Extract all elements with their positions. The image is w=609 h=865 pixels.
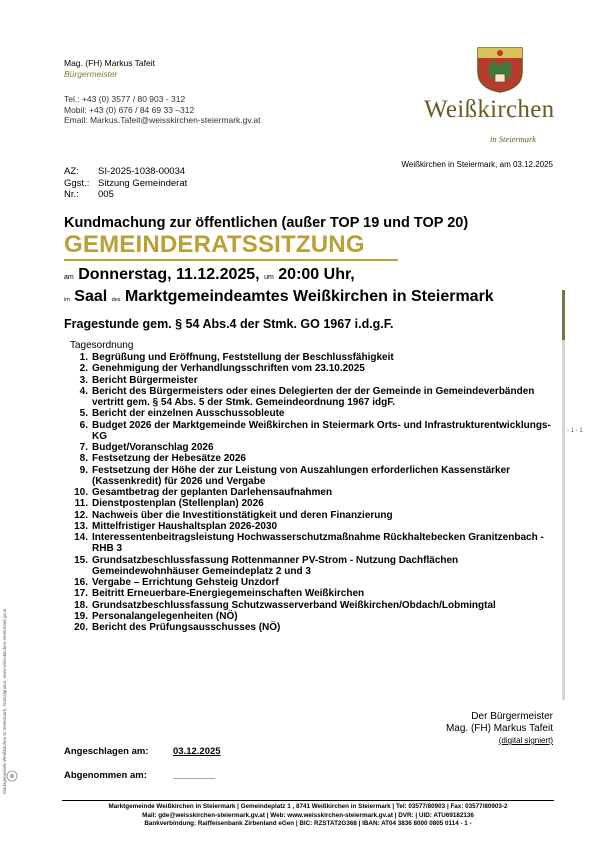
agenda-item [70, 600, 560, 611]
agenda-item-text: Mittelfristiger Haushaltsplan 2026-2030 [92, 520, 278, 532]
meeting-location-row [64, 288, 494, 306]
agenda-item-text: Dienstpostenplan (Stellenplan) 2026 [92, 498, 264, 510]
posted-label: Angeschlagen am: [64, 746, 149, 757]
agenda-item [70, 588, 560, 599]
agenda-item-number: 20. [74, 622, 88, 633]
agenda-item [70, 532, 560, 555]
agenda-item [70, 487, 560, 498]
reference-row-nr [64, 189, 187, 201]
reference-table [64, 166, 187, 201]
agenda-item-number: 11. [74, 498, 88, 510]
agenda-item-text: Festsetzung der Höhe der zur Leistung von Auszahlungen erforderlichen Kassenstärker (Kassenkredit) für 2026 und Vergabe [92, 464, 511, 487]
removed-label: Abgenommen am: [64, 770, 147, 781]
um-label: um [264, 274, 274, 281]
footer-address: Marktgemeinde Weißkirchen in Steiermark | Gemeindeplatz 1 , 8741 Weißkirchen in Steiermark | Tel: 03577/80903 | Fax: 03577/80903-2 [108, 803, 508, 810]
agenda-item-number: 19. [74, 610, 88, 622]
margin-scroll-bar [562, 340, 565, 700]
page-marker: - 1 - 1 [567, 428, 583, 434]
agenda-item-number: 3. [79, 374, 88, 386]
margin-accent-bar [562, 290, 565, 340]
agenda-item-text: Begrüßung und Eröffnung, Feststellung der Beschlussfähigkeit [92, 352, 394, 363]
contact-tel: Tel.: +43 (0) 3577 / 80 903 - 312 [64, 94, 186, 104]
side-note-text: Marktgemeinde Weißkirchen in Steiermark, Amtssignatur, www.weisskirchen-steiermark.gv.at [2, 608, 7, 794]
reference-row-ggst [64, 178, 187, 190]
town-wordmark: Weißkirchen [424, 96, 555, 123]
reference-value: Sitzung Gemeinderat [98, 177, 188, 189]
agenda-item [70, 386, 560, 409]
agenda-title: Tagesordnung [70, 340, 134, 351]
reference-key: Ggst.: [64, 177, 90, 189]
agenda-item-text: Grundsatzbeschlussfassung Schutzwasserverband Weißkirchen/Obdach/Lobmingtal [92, 599, 496, 611]
reference-row-az [64, 166, 187, 178]
agenda-item [70, 555, 560, 578]
footer-divider [62, 800, 554, 801]
contact-email[interactable]: Email: Markus.Tafeit@weisskirchen-steiermark.gv.at [64, 115, 261, 125]
posted-date: 03.12.2025 [173, 746, 221, 757]
agenda-item-number: 14. [74, 532, 88, 543]
agenda-item-number: 7. [79, 442, 88, 453]
agenda-item-number: 12. [74, 509, 88, 521]
announcement-intro: Kundmachung zur öffentlichen (außer TOP 19 und TOP 20) [64, 215, 469, 231]
agenda-item [70, 498, 560, 509]
sender-name: Mag. (FH) Markus Tafeit [64, 58, 156, 68]
agenda-item-number: 10. [74, 487, 88, 498]
footer-web: Mail: gde@weisskirchen-steiermark.gv.at | Web: www.weisskirchen-steiermark.gv.at | DVR: | UID: ATU69182136 [142, 811, 474, 819]
agenda-item-number: 2. [79, 363, 88, 375]
coat-of-arms-logo [470, 44, 530, 94]
footer-bank: Bankverbindung: Raiffeisenbank Zirbenland eGen | BIC: RZSTAT2G368 | IBAN: AT04 3836 8000 0805 0114 - 1 - [144, 820, 472, 827]
meeting-time: 20:00 Uhr, [278, 266, 355, 283]
fragestunde-note: Fragestunde gem. § 54 Abs.4 der Stmk. GO 1967 i.d.g.F. [64, 317, 394, 331]
agenda-item [70, 510, 560, 521]
agenda-item [70, 622, 560, 633]
agenda-item [70, 453, 560, 464]
agenda-item-text: Bericht des Prüfungsausschusses (NÖ) [92, 622, 281, 633]
agenda-item [70, 408, 560, 419]
agenda-item [70, 521, 560, 532]
meeting-building: Marktgemeindeamtes Weißkirchen in Steiermark [124, 288, 494, 305]
reference-value: 005 [98, 189, 114, 200]
removed-date: ________ [173, 770, 216, 781]
agenda-item-text: Festsetzung der Hebesätze 2026 [92, 453, 246, 465]
agenda-item-text: Bericht Bürgermeister [92, 374, 198, 386]
agenda-item-text: Vergabe – Errichtung Gehsteig Unzdorf [92, 577, 279, 588]
signature-name: Mag. (FH) Markus Tafeit [445, 723, 553, 734]
agenda-item-number: 6. [79, 419, 88, 431]
agenda-item [70, 442, 560, 453]
headline-underline [64, 259, 398, 261]
agenda-item-text: Bericht der einzelnen Ausschussobleute [92, 408, 285, 420]
agenda-item-number: 18. [74, 599, 88, 611]
agenda-list [70, 352, 560, 633]
signature-note: (digital signiert) [498, 736, 553, 745]
signature-title: Der Bürgermeister [471, 711, 553, 722]
am-label: am [64, 274, 74, 281]
sender-role: Bürgermeister [64, 69, 118, 79]
agenda-item-text: Nachweis über die Investitionstätigkeit und deren Finanzierung [92, 509, 393, 521]
agenda-item-number: 8. [79, 453, 88, 465]
meeting-date-row [64, 266, 355, 284]
reference-key: AZ: [64, 166, 79, 177]
agenda-item-text: Interessentenbeitragsleistung Hochwasserschutzmaßnahme Rückhaltebecken Granitzenbach - RHB 3 [92, 532, 544, 555]
agenda-item-text: Budget/Voranschlag 2026 [92, 442, 214, 453]
im-label: im [64, 297, 70, 303]
footer [62, 803, 554, 829]
agenda-item-number: 17. [74, 588, 88, 600]
agenda-item-number: 16. [74, 577, 88, 588]
agenda-item-number: 9. [79, 464, 88, 476]
signature-block [380, 711, 553, 747]
agenda-item-text: Grundsatzbeschlussfassung Rottenmanner PV-Strom - Nutzung Dachflächen Gemeindewohnhäuser Gemeindeplatz 2 und 3 [92, 554, 459, 577]
reference-key: Nr.: [64, 189, 79, 200]
agenda-item [70, 465, 560, 488]
des-label: des [111, 297, 121, 303]
agenda-item [70, 352, 560, 363]
agenda-item-text: Genehmigung der Verhandlungsschriften vom 23.10.2025 [92, 363, 365, 375]
signature-seal-icon [6, 770, 18, 782]
announcement-headline: GEMEINDERATSSITZUNG [64, 231, 365, 258]
contact-block [64, 94, 260, 126]
agenda-item-text: Personalangelegenheiten (NÖ) [92, 610, 238, 622]
agenda-item-text: Bericht des Bürgermeisters oder eines Delegierten der der Gemeinde in Gemeindeverbänden vertritt gem. § 54 Abs. 5 der Stmk. Gemeindeordnung 1967 idgF. [92, 385, 535, 408]
contact-mobil: Mobil: +43 (0) 676 / 84 69 33 –312 [64, 104, 195, 115]
agenda-item [70, 363, 560, 374]
agenda-item-text: Gesamtbetrag der geplanten Darlehensaufnahmen [92, 487, 333, 498]
agenda-item-number: 15. [74, 554, 88, 566]
agenda-item [70, 420, 560, 443]
agenda-item-number: 13. [74, 520, 88, 532]
agenda-item-number: 1. [79, 352, 88, 363]
agenda-item [70, 611, 560, 622]
agenda-item-number: 5. [79, 408, 88, 420]
agenda-item-number: 4. [79, 385, 88, 397]
dateline: Weißkirchen in Steiermark, am 03.12.2025 [401, 160, 553, 169]
agenda-item-text: Beitritt Erneuerbare-Energiegemeinschaften Weißkirchen [92, 588, 365, 600]
sender-block [64, 58, 155, 80]
meeting-date: Donnerstag, 11.12.2025, [78, 266, 260, 283]
town-subtitle: in Steiermark [490, 134, 537, 144]
agenda-item [70, 577, 560, 588]
agenda-item [70, 375, 560, 386]
agenda-item-text: Budget 2026 der Marktgemeinde Weißkirchen in Steiermark Orts- und Infrastrukturentwicklungs- KG [92, 419, 551, 442]
meeting-room: Saal [74, 288, 108, 305]
reference-value: SI-2025-1038-00034 [98, 166, 186, 177]
